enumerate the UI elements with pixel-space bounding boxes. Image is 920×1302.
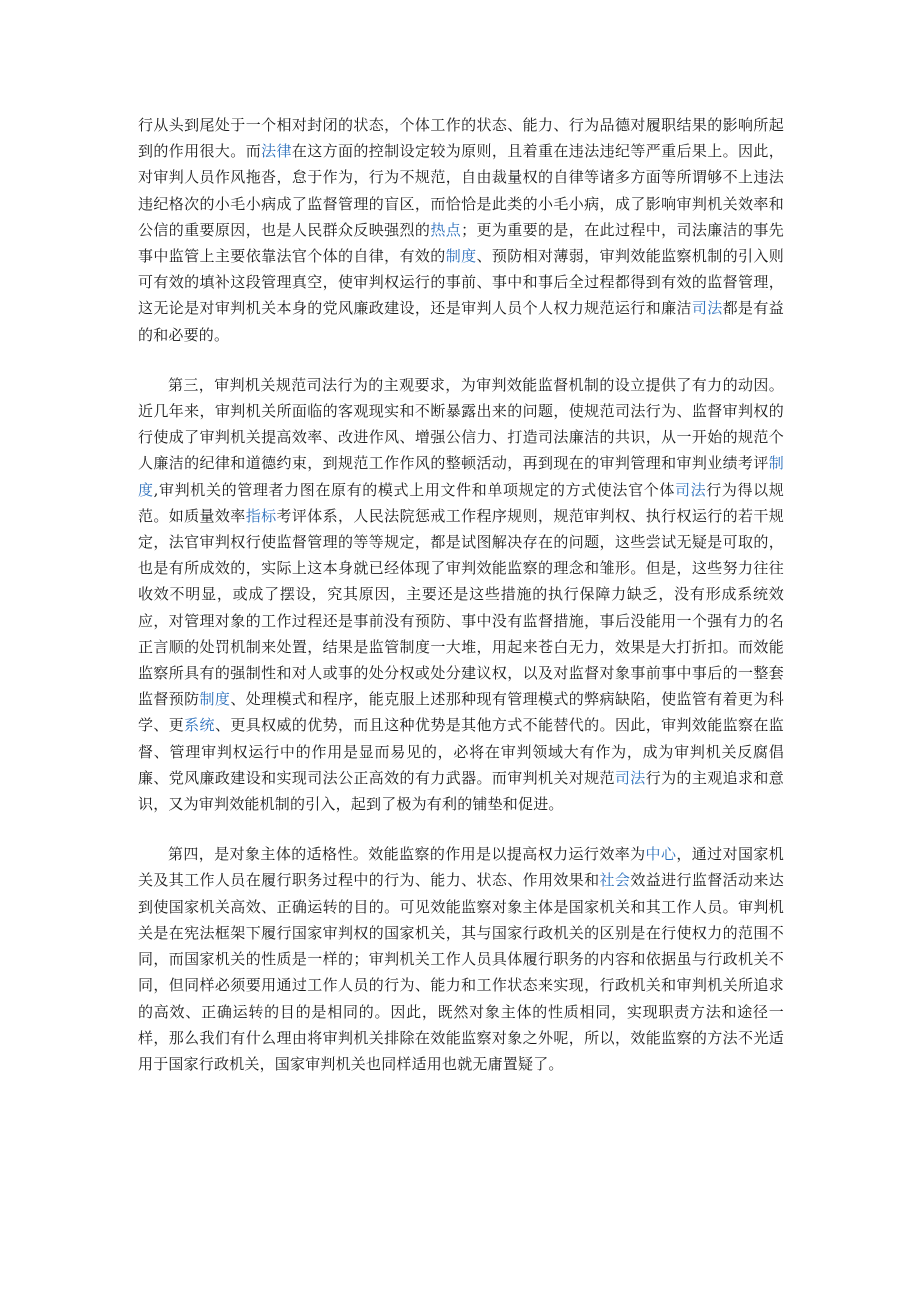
paragraph-text: 行从头到尾处于一个相对封闭的状态，个体工作的状态、能力、行为品德对履职结果的影响所起到的作用很大。而	[138, 116, 784, 161]
paragraph-text: 第三，审判机关规范司法行为的主观要求，为审判效能监督机制的设立提供了有力的动因。近几年来，审判机关所面临的客观现实和不断暴露出来的问题，使规范司法行为、监督审判权的行使成了审判机关提高效率、改进作风、增强公信力、打造司法廉洁的共识，从一开始的规范个人廉洁的纪律和道德约束，到规范工作作风的整顿活动，再到现在的审判管理和审判业绩考评	[138, 375, 784, 473]
paragraph-text: 、更具权威的优势，而且这种优势是其他方式不能替代的。因此，审判效能监察在监督、管理审判权运行中的作用是显而易见的，必将在审判领域大有作为，成为审判机关反腐倡廉、党风廉政建设和实现司法公正高效的有力武器。而审判机关对规范	[138, 716, 784, 787]
paragraph-text: 都是有益的和必要的。	[138, 299, 784, 344]
paragraph-3	[138, 841, 784, 1077]
paragraph-2	[138, 372, 784, 817]
paragraph-text: 、预防相对薄弱，审判效能监察机制的引入则可有效的填补这段管理真空，使审判权运行的事前、事中和事后全过程都得到有效的监督管理，这无论是对审判机关本身的党风廉政建设，还是审判人员个人权力规范运行和廉洁	[138, 247, 784, 318]
document-body	[138, 112, 784, 1077]
keyword-link[interactable]: 司法	[614, 768, 646, 787]
paragraph-text: 考评体系，人民法院惩戒工作程序规则，规范审判权、执行权运行的若干规定，法官审判权行使监督管理的等等规定，都是试图解决存在的问题，这些尝试无疑是可取的，也是有所成效的，实际上这本身就已经体现了审判效能监察的理念和雏形。但是，这些努力往往收效不明显，或成了摆设，究其原因，主要还是这些措施的执行保障力缺乏，没有形成系统效应，对管理对象的工作过程还是事前没有预防、事中没有监督措施，事后没能用一个强有力的名正言顺的处罚机制来处置，结果是监管制度一大堆，用起来苍白无力，效果是大打折扣。而效能监察所具有的强制性和对人或事的处分权或处分建议权，以及对监督对象事前事中事后的一整套监督预防	[138, 506, 785, 709]
paragraph-text: ；更为重要的是，在此过程中，司法廉洁的事先事中监管上主要依靠法官个体的自律，有效的	[138, 220, 785, 266]
paragraph-text: 行为得以规范。如质量效率	[138, 480, 785, 525]
paragraph-text: 、处理模式和程序，能克服上述那种现有管理模式的弊病缺陷，使监管有着更为科学、更	[138, 690, 784, 735]
keyword-link[interactable]: 指标	[245, 506, 277, 525]
paragraph-1	[138, 112, 784, 348]
keyword-link[interactable]: 系统	[184, 716, 215, 735]
paragraph-text: 效益进行监督活动来达到使国家机关高效、正确运转的目的。可见效能监察对象主体是国家机关和其工作人员。审判机关是在宪法框架下履行国家审判权的国家机关，其与国家行政机关的区别是在行使权力的范围不同，而国家机关的性质是一样的；审判机关工作人员具体履行职务的内容和依据虽与行政机关不同，但同样必须要用通过工作人员的行为、能力和工作状态来实现，行政机关和审判机关所追求的高效、正确运转的目的是相同的。因此，既然对象主体的性质相同，实现职责方法和途径一样，那么我们有什么理由将审判机关排除在效能监察对象之外呢，所以，效能监察的方法不光适用于国家行政机关，国家审判机关也同样适用也就无庸置疑了。	[138, 871, 784, 1073]
keyword-link[interactable]: 制度	[445, 247, 477, 266]
keyword-link[interactable]: 司法	[691, 299, 723, 318]
paragraph-text: ,审判机关的管理者力图在原有的模式上用文件和单项规定的方式使法官个体	[153, 480, 675, 499]
keyword-link[interactable]: 热点	[430, 220, 462, 239]
keyword-link[interactable]: 制度	[199, 690, 231, 709]
paragraph-text: 第四，是对象主体的适格性。效能监察的作用是以提高权力运行效率为	[168, 845, 646, 864]
keyword-link[interactable]: 法律	[261, 142, 292, 161]
paragraph-text: 在这方面的控制设定较为原则，且着重在违法违纪等严重后果上。因此，对审判人员作风拖沓，怠于作为，行为不规范，自由裁量权的自律等诸多方面等所谓够不上违法违纪格次的小毛小病成了监督管理的盲区，而恰恰是此类的小毛小病，成了影响审判机关效率和公信的重要原因，也是人民群众反映强烈的	[138, 142, 785, 239]
keyword-link[interactable]: 司法	[674, 480, 707, 499]
keyword-link[interactable]: 中心	[645, 845, 677, 864]
keyword-link[interactable]: 社会	[599, 871, 631, 890]
keyword-link[interactable]: 制度	[138, 454, 784, 499]
paragraph-text: 行为的主观追求和意识，又为审判效能机制的引入，起到了极为有利的铺垫和促进。	[138, 768, 784, 814]
paragraph-text: ，通过对国家机关及其工作人员在履行职务过程中的行为、能力、状态、作用效果和	[138, 845, 784, 890]
